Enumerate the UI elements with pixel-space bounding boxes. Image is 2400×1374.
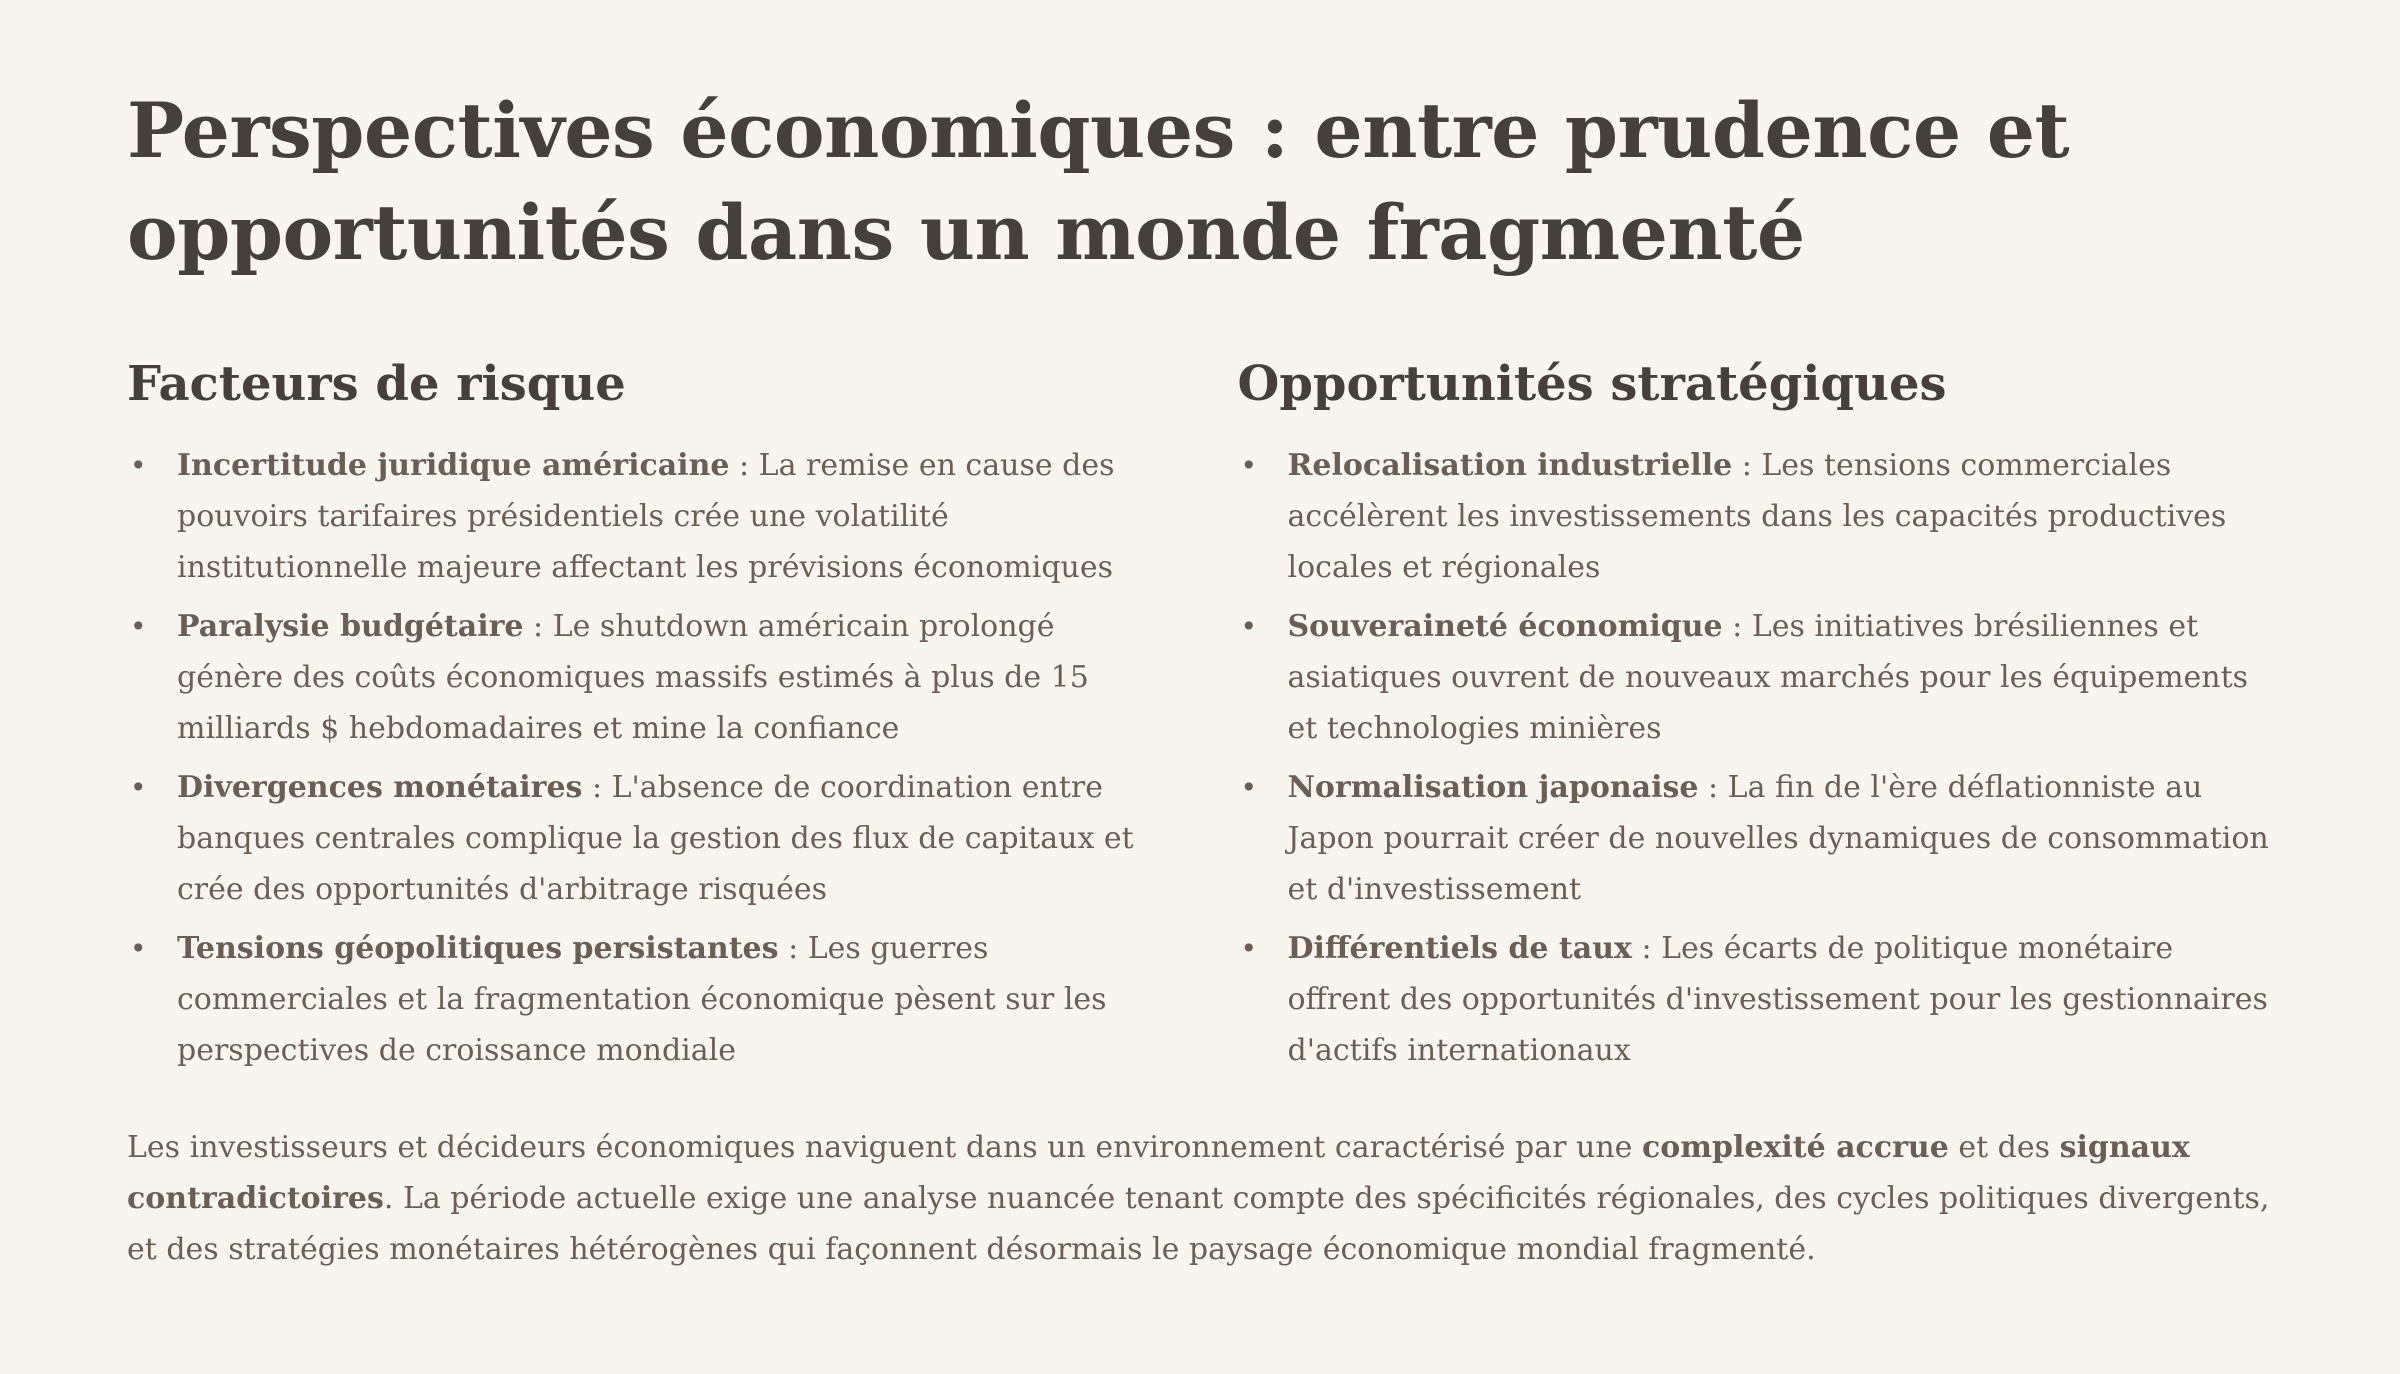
list-item	[1238, 440, 2274, 593]
opportunities-list	[1238, 440, 2274, 1076]
item-separator: :	[729, 448, 759, 483]
list-item	[1238, 923, 2274, 1076]
bullet-icon: •	[130, 932, 147, 965]
list-item	[1238, 762, 2274, 915]
item-text: La fin de l'ère déflationniste au Japon pourrait créer de nouvelles dynamiques de consommation et d'investissement	[1287, 770, 2269, 907]
item-text: L'absence de coordination entre banques centrales complique la gestion des flux de capitaux et crée des opportunités d'arbitrage risquées	[177, 770, 1134, 907]
item-text: Les guerres commerciales et la fragmentation économique pèsent sur les perspectives de croissance mondiale	[177, 931, 1107, 1068]
list-item	[127, 601, 1165, 754]
summary-text: Les investisseurs et décideurs économiques naviguent dans un environnement caractérisé par une	[127, 1130, 1642, 1165]
item-text: Les tensions commerciales accélèrent les investissements dans les capacités productives locales et régionales	[1287, 448, 2227, 585]
item-separator: :	[582, 770, 612, 805]
summary-emphasis: signaux contradictoires	[127, 1130, 2190, 1216]
bullet-icon: •	[1240, 771, 1258, 804]
item-label: Différentiels de taux	[1287, 931, 1632, 966]
item-separator: :	[1631, 931, 1662, 966]
item-text: Les initiatives brésiliennes et asiatiques ouvrent de nouveaux marchés pour les équipements et technologies minières	[1287, 609, 2249, 746]
item-separator: :	[1732, 448, 1762, 483]
list-item	[127, 440, 1165, 593]
bullet-icon: •	[1240, 610, 1258, 643]
summary-text: . La période actuelle exige une analyse nuancée tenant compte des spécificités régionales, des cycles politiques divergents, et des stratégies monétaires hétérogènes qui façonnent désormais le paysage économique mondial fragmenté.	[127, 1181, 2270, 1267]
list-item	[1238, 601, 2274, 754]
list-item	[127, 762, 1165, 915]
bullet-icon: •	[130, 771, 147, 804]
item-label: Souveraineté économique	[1287, 609, 1723, 644]
list-item	[127, 923, 1165, 1076]
bullet-icon: •	[130, 610, 147, 643]
risk-heading: Facteurs de risque	[127, 356, 626, 412]
opportunities-heading: Opportunités stratégiques	[1237, 356, 1947, 412]
item-text: La remise en cause des pouvoirs tarifaires présidentiels crée une volatilité institutionnelle majeure affectant les prévisions économiques	[177, 448, 1115, 585]
bullet-icon: •	[1240, 449, 1258, 482]
opportunities-column	[1238, 354, 2274, 1084]
risk-list	[127, 440, 1165, 1076]
risk-column	[127, 354, 1165, 1084]
item-separator: :	[523, 609, 553, 644]
bullet-icon: •	[1240, 932, 1258, 965]
bullet-icon: •	[130, 449, 147, 482]
item-separator: :	[1698, 770, 1728, 805]
item-label: Normalisation japonaise	[1287, 770, 1699, 805]
two-column-section	[127, 354, 2273, 1084]
summary-paragraph	[127, 1122, 2273, 1275]
item-label: Paralysie budgétaire	[177, 609, 524, 644]
item-label: Divergences monétaires	[177, 770, 583, 805]
summary-emphasis: complexité accrue	[1641, 1130, 1949, 1165]
item-separator: :	[1722, 609, 1752, 644]
summary-text: et des	[1948, 1130, 2060, 1165]
page-title: Perspectives économiques : entre prudence et opportunités dans un monde fragmenté	[127, 86, 2070, 277]
item-label: Relocalisation industrielle	[1287, 448, 1733, 483]
item-label: Tensions géopolitiques persistantes	[177, 931, 779, 966]
item-text: Le shutdown américain prolongé génère des coûts économiques massifs estimés à plus de 15 milliards $ hebdomadaires et mine la confiance	[177, 609, 1089, 746]
item-separator: :	[778, 931, 808, 966]
item-label: Incertitude juridique américaine	[177, 448, 730, 483]
item-text: Les écarts de politique monétaire offrent des opportunités d'investissement pour les gestionnaires d'actifs internationaux	[1287, 931, 2268, 1068]
